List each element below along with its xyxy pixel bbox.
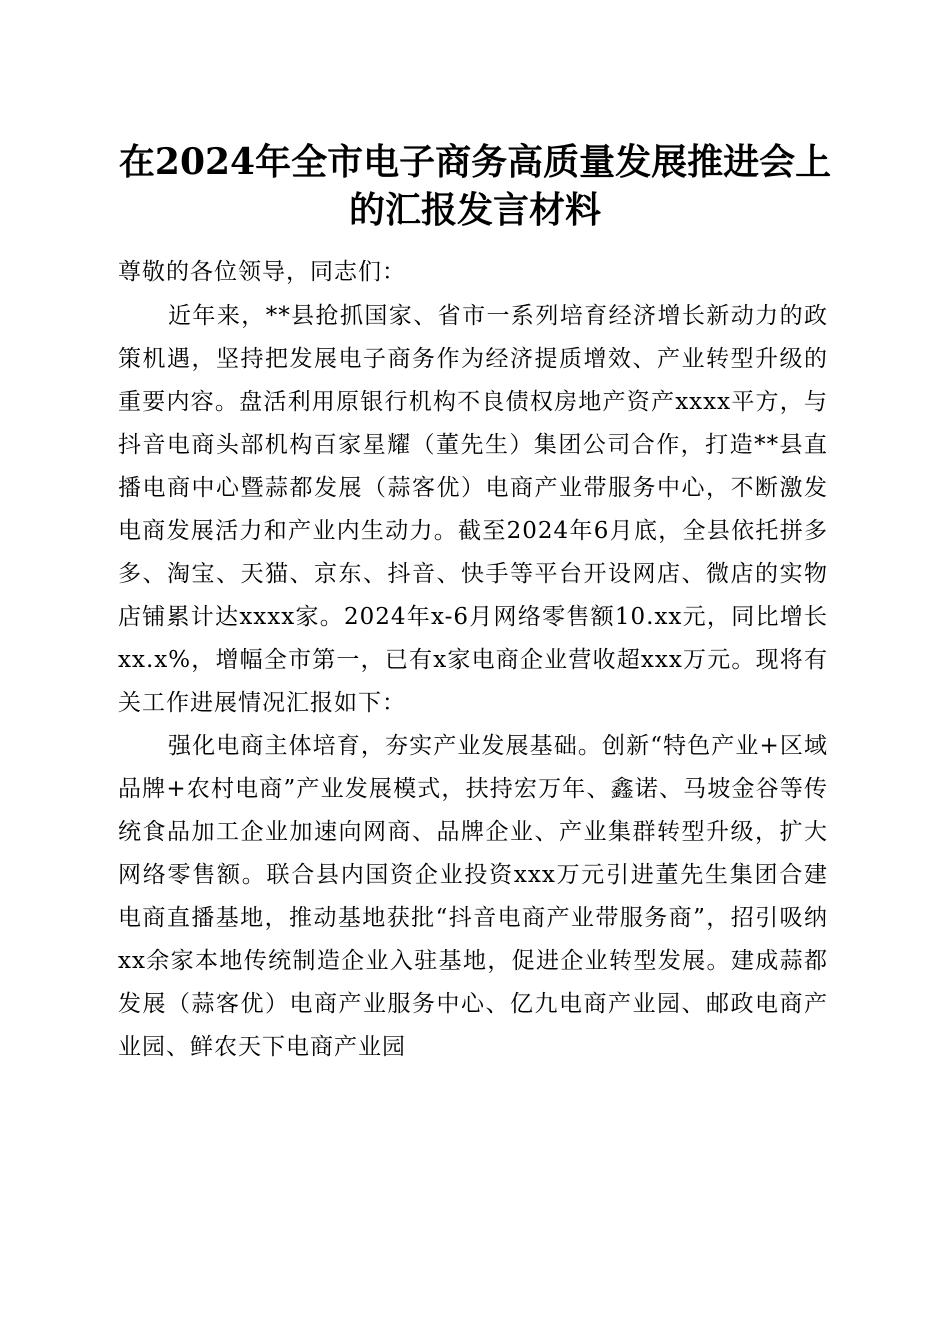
document-title: [110, 138, 840, 234]
title-line-2: 的汇报发言材料: [348, 189, 601, 231]
paragraph-intro: 近年来，**县抢抓国家、省市一系列培育经济增长新动力的政策机遇，坚持把发展电子商务作为经济提质增效、产业转型升级的重要内容。盘活利用原银行机构不良债权房地产资产xxxx平方，与抖音电商头部机构百家星耀（董先生）集团公司合作，打造**县直播电商中心暨蒜都发展（蒜客优）电商产业带服务中心，不断激发电商发展活力和产业内生动力。截至2024年6月底，全县依托拼多多、淘宝、天猫、京东、抖音、快手等平台开设网店、微店的实物店铺累计达xxxx家。2024年x-6月网络零售额10.xx元，同比增长xx.x%，增幅全市第一，已有x家电商企业营收超xxx万元。现将有关工作进展情况汇报如下：: [118, 303, 828, 716]
paragraph-cultivation: 强化电商主体培育，夯实产业发展基础。创新“特色产业+区域品牌+农村电商”产业发展模式，扶持宏万年、鑫诺、马坡金谷等传统食品加工企业加速向网商、品牌企业、产业集群转型升级，扩大网络零售额。联合县内国资企业投资xxx万元引进董先生集团合建电商直播基地，推动基地获批“抖音电商产业带服务商”，招引吸纳xx余家本地传统制造企业入驻基地，促进企业转型发展。建成蒜都发展（蒜客优）电商产业服务中心、亿九电商产业园、邮政电商产业园、鲜农天下电商产业园: [118, 733, 828, 1060]
title-line-1: 在2024年全市电子商务高质量发展推进会上: [118, 141, 832, 183]
document-body: [118, 251, 828, 1069]
salutation: 尊敬的各位领导，同志们：: [118, 259, 406, 285]
